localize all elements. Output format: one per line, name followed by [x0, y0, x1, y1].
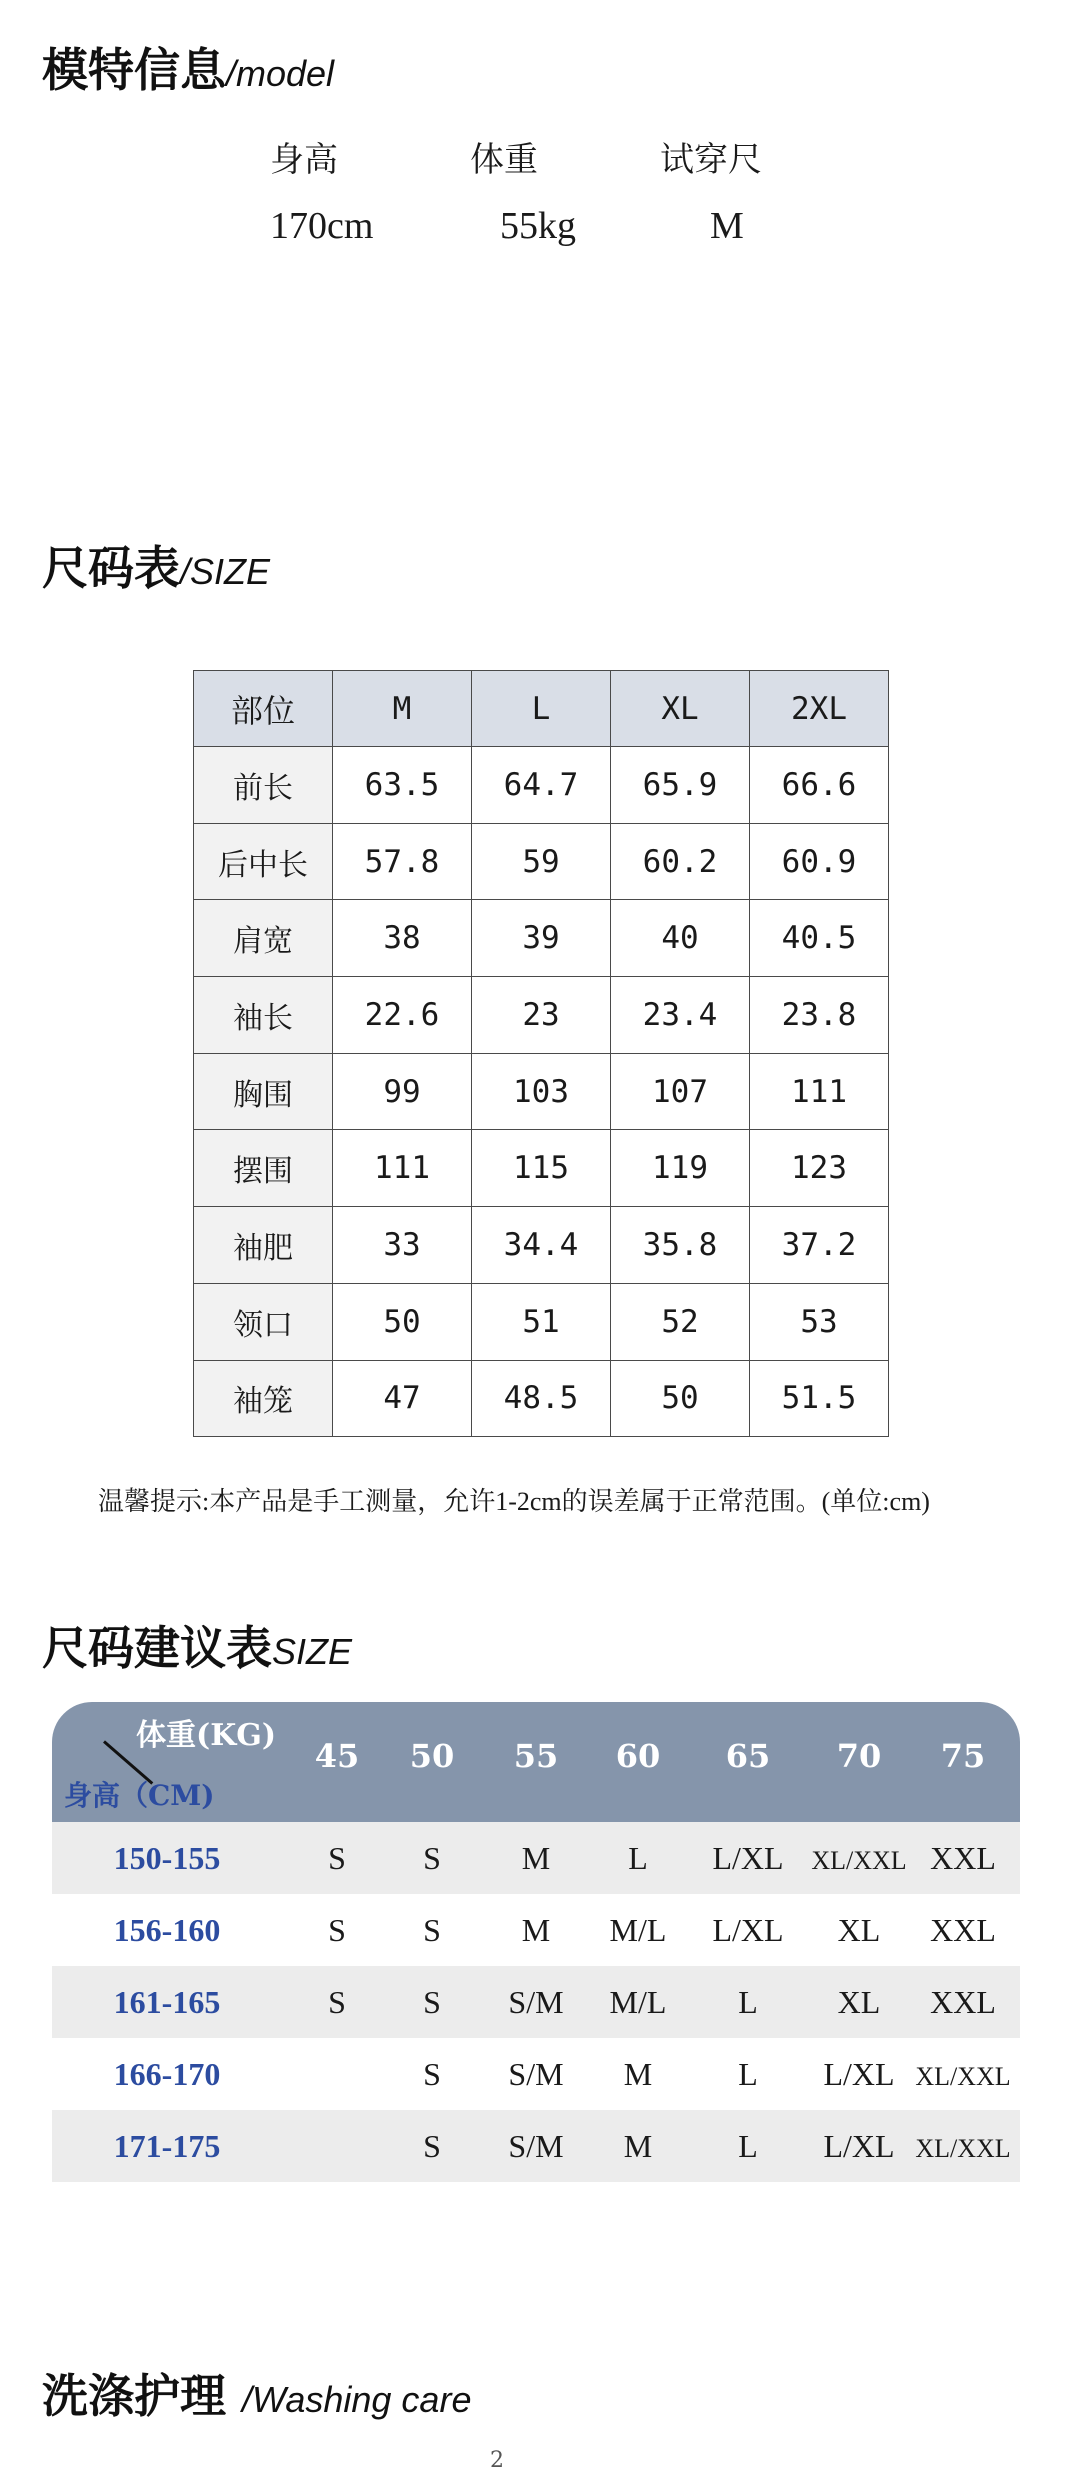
table-cell: 123: [750, 1130, 889, 1207]
table-cell: 111: [750, 1053, 889, 1130]
table-cell: 37.2: [750, 1207, 889, 1284]
size-cell: S/M: [508, 1984, 564, 2020]
recommend-title: 尺码建议表: [42, 1621, 272, 1675]
model-value-size: M: [710, 205, 744, 247]
table-cell: 60.9: [750, 823, 889, 900]
table-cell: 48.5: [472, 1360, 611, 1437]
size-cell: M: [623, 2056, 653, 2092]
weight-header-cell: 50: [409, 1737, 455, 1775]
row-label: 领口: [194, 1283, 333, 1360]
size-cell: M: [521, 1840, 551, 1876]
table-cell: 40: [611, 900, 750, 977]
weight-header-cell: 60: [615, 1737, 661, 1775]
care-section-title: [42, 2360, 471, 2426]
table-row: [194, 900, 889, 977]
care-title: 洗涤护理: [42, 2369, 226, 2423]
table-cell: 53: [750, 1283, 889, 1360]
size-cell: L/XL: [712, 1912, 784, 1948]
table-cell: 65.9: [611, 747, 750, 824]
table-cell: 39: [472, 900, 611, 977]
model-header-size: 试穿尺: [660, 140, 762, 180]
weight-header-cell: 65: [725, 1737, 771, 1775]
size-cell: XL: [837, 1912, 881, 1948]
table-cell: 51.5: [750, 1360, 889, 1437]
table-cell: 33: [333, 1207, 472, 1284]
model-value-row: [270, 204, 910, 248]
table-cell: 60.2: [611, 823, 750, 900]
table-row: [194, 1360, 889, 1437]
table-cell: 50: [611, 1360, 750, 1437]
row-label: 摆围: [194, 1130, 333, 1207]
row-label: 胸围: [194, 1053, 333, 1130]
table-cell: 23.8: [750, 977, 889, 1054]
table-cell: 23.4: [611, 977, 750, 1054]
size-cell: XL: [837, 1984, 881, 2020]
size-title-en: /SIZE: [180, 551, 271, 592]
height-range: 161-165: [113, 1984, 221, 2020]
size-cell: M/L: [609, 1984, 667, 2020]
header-cell: XL: [611, 671, 750, 747]
model-title: 模特信息: [42, 43, 226, 97]
row-label: 后中长: [194, 823, 333, 900]
measurement-note: 温馨提示:本产品是手工测量，允许1-2cm的误差属于正常范围。(单位:cm): [98, 1487, 930, 1516]
table-cell: 115: [472, 1130, 611, 1207]
model-header-row: [270, 132, 860, 181]
size-cell: XL/XXL: [915, 2062, 1011, 2091]
table-cell: 63.5: [333, 747, 472, 824]
size-cell: L/XL: [712, 1840, 784, 1876]
size-cell: XXL: [930, 1840, 996, 1876]
size-cell: M/L: [609, 1912, 667, 1948]
size-cell: XL/XXL: [811, 1846, 907, 1875]
table-cell: 52: [611, 1283, 750, 1360]
row-label: 袖长: [194, 977, 333, 1054]
size-cell: S: [328, 1840, 346, 1876]
table-row: [52, 1894, 1020, 1966]
size-cell: S: [423, 1840, 441, 1876]
height-range: 150-155: [113, 1840, 221, 1876]
table-row: [194, 1130, 889, 1207]
table-row: [52, 1822, 1020, 1894]
model-header-weight: 体重: [470, 140, 538, 180]
table-cell: 119: [611, 1130, 750, 1207]
size-table-header: [194, 671, 889, 747]
size-cell: M: [521, 1912, 551, 1948]
row-label: 肩宽: [194, 900, 333, 977]
table-cell: 22.6: [333, 977, 472, 1054]
table-cell: 51: [472, 1283, 611, 1360]
size-cell: L: [738, 2056, 758, 2092]
recommend-table-header: [52, 1702, 1020, 1822]
size-cell: L: [738, 2128, 758, 2164]
page-mark: 2: [490, 2448, 504, 2473]
care-title-en: /Washing care: [242, 2379, 472, 2420]
table-cell: 38: [333, 900, 472, 977]
table-cell: 40.5: [750, 900, 889, 977]
size-cell: S: [328, 1912, 346, 1948]
weight-header-cell: 45: [314, 1737, 360, 1775]
model-value-height: 170cm: [270, 205, 374, 247]
recommend-table: [52, 1702, 1020, 2182]
size-cell: S/M: [508, 2128, 564, 2164]
table-row: [52, 1966, 1020, 2038]
size-cell: XXL: [930, 1984, 996, 2020]
table-cell: 64.7: [472, 747, 611, 824]
table-cell: 99: [333, 1053, 472, 1130]
height-axis-label: 身高（CM): [64, 1779, 215, 1812]
table-cell: 35.8: [611, 1207, 750, 1284]
table-cell: 34.4: [472, 1207, 611, 1284]
table-row: [194, 747, 889, 824]
header-cell: L: [472, 671, 611, 747]
table-row: [194, 977, 889, 1054]
size-cell: S/M: [508, 2056, 564, 2092]
table-row: [194, 1053, 889, 1130]
size-cell: S: [423, 2056, 441, 2092]
size-cell: L: [628, 1840, 648, 1876]
row-label: 袖肥: [194, 1207, 333, 1284]
height-range: 156-160: [113, 1912, 221, 1948]
recommend-title-en: SIZE: [272, 1631, 353, 1672]
table-cell: 66.6: [750, 747, 889, 824]
table-cell: 107: [611, 1053, 750, 1130]
size-cell: L/XL: [823, 2056, 895, 2092]
table-cell: 103: [472, 1053, 611, 1130]
table-cell: 47: [333, 1360, 472, 1437]
size-cell: M: [623, 2128, 653, 2164]
row-label: 袖笼: [194, 1360, 333, 1437]
size-cell: XXL: [930, 1912, 996, 1948]
size-cell: S: [423, 1984, 441, 2020]
weight-header-cell: 70: [836, 1737, 882, 1775]
table-cell: 111: [333, 1130, 472, 1207]
header-cell: 部位: [194, 671, 333, 747]
header-cell: M: [333, 671, 472, 747]
row-label: 前长: [194, 747, 333, 824]
size-cell: XL/XXL: [915, 2134, 1011, 2163]
size-cell: S: [423, 2128, 441, 2164]
size-cell: L: [738, 1984, 758, 2020]
weight-header-cell: 75: [940, 1737, 986, 1775]
table-row: [52, 2110, 1020, 2182]
recommend-section-title: [42, 1612, 352, 1678]
table-cell: 59: [472, 823, 611, 900]
table-cell: 23: [472, 977, 611, 1054]
weight-axis-label: 体重(KG): [136, 1718, 277, 1753]
table-cell: 57.8: [333, 823, 472, 900]
table-row: [52, 2038, 1020, 2110]
weight-header-cell: 55: [513, 1737, 559, 1775]
size-cell: L/XL: [823, 2128, 895, 2164]
size-section-title: [42, 532, 270, 598]
table-row: [194, 1283, 889, 1360]
size-title: 尺码表: [42, 541, 180, 595]
size-cell: S: [423, 1912, 441, 1948]
table-row: [194, 823, 889, 900]
table-row: [194, 1207, 889, 1284]
height-range: 171-175: [113, 2128, 221, 2164]
size-table: [193, 670, 889, 1437]
model-header-height: 身高: [270, 140, 338, 180]
table-cell: 50: [333, 1283, 472, 1360]
model-section-title: [42, 34, 334, 100]
header-cell: 2XL: [750, 671, 889, 747]
size-cell: S: [328, 1984, 346, 2020]
model-value-weight: 55kg: [500, 205, 576, 247]
height-range: 166-170: [113, 2056, 221, 2092]
model-title-en: /model: [226, 53, 335, 94]
